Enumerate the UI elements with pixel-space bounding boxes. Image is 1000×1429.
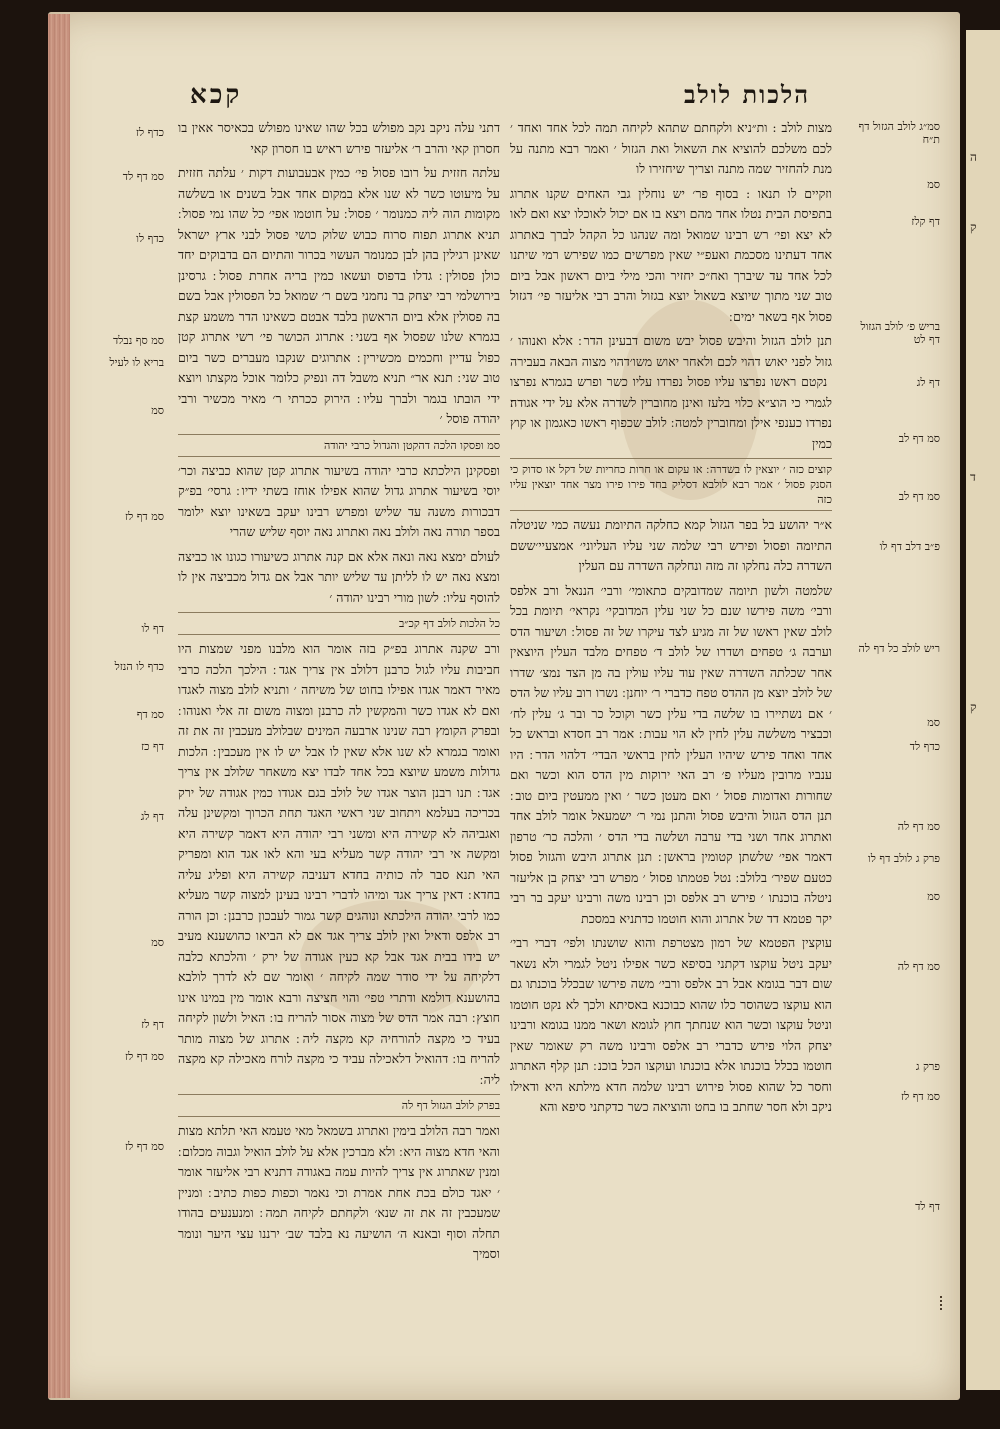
left-margin-note: סמ דף לז (125, 1140, 164, 1153)
right-margin-note: סמ דף לב (898, 432, 940, 445)
left-margin-note: סמ דף לז (125, 1050, 164, 1063)
left-margin-note: דף לז (141, 1018, 164, 1031)
inner-note: סמ ופסקו הלכה דהקטן והגדול כרבי יהודה (178, 434, 500, 457)
right-margin-note: בריש פ׳ לולב הגזול דף לט (860, 320, 940, 346)
right-margin-note: כדף לד (909, 740, 940, 753)
paragraph: א״ר יהושע בל בפר הגזול קמא כחלקה התיומת נעשה כמי שניטלה התיומה ופסול ופירש רבי שלמה שני עליו העליוני׳ אמצעיי׳ששם השדרה כלה נחלקו זה מזה ונחלקה השדרה עם העלין (510, 517, 832, 573)
right-margin-note: סמ״ג לולב הגזול דף ת״ח (858, 120, 940, 146)
right-text-column (510, 118, 832, 1386)
left-margin-note: כדף לו (136, 232, 164, 245)
left-margin-note: כדף לו הנזל (114, 660, 164, 673)
left-margin-note: כדף לז (135, 126, 164, 139)
right-margin-note: דף קלז (911, 215, 940, 228)
paragraph: ואמר רבה הלולב בימין ואתרוג בשמאל מאי טעמא האי תלתא מצות והאי חדא מצוה היא ׃ ולא מברכין אלא על לולב הואיל וגבוה מכלום ׃ ומנין שאתרוג אין צריך להיות עמה באגודה דתניא רבי אליעזר אומר ׳ יאגד כולם בכת אחת אמרת וכי נאמר וכפות כפות כתיב ׃ ומניין שמעכבין זה את זה שנא׳ ולקחתם לקיחה תמה ׃ ומנענעים בהודו תחלה וסוף ובאנא ה׳ הושיעה נא בלבד שב׳ ירננו עצי היער ונומר וסמיך (178, 1123, 500, 1261)
paragraph: וזקיים לו תנאו : בסוף פר׳ יש נוחלין גבי האחים שקנו אתרוג בתפיסת הבית נטלו אחד מהם ויצא בו אם יכול לאוכלו יצא ואם לאו לא יצא ופי׳ רש רבינו שמואל ומה שנהגו כל הקהל לברך באתרוג אחד דעתינו מסכמת ואעפ״י שאין מפרשים כמו שפירש רמי שיתנו לכל אחד עד שיברך ואח״כ יחזיר והכי מילי ביום ראשון אבל ביום טוב שני מתוך שיוצא בשאול יוצא בגזול והרב רבי אליעזר פי׳ דגזול פסול אף בשאר ימים ׃ (510, 185, 832, 324)
right-margin-note: סמ (927, 890, 940, 903)
left-margin-note: דף לג (140, 810, 164, 823)
binding-marks (940, 1296, 946, 1310)
paragraph: דתני עלה ניקב נקב מפולש בכל שהו שאינו מפולש בכאיסר אאין בו חסרון קאי והרב ר׳ אליעזר פירש ראיש בו חסרון קאי (178, 120, 500, 156)
right-margin-note: פרק ג (915, 1060, 940, 1073)
paragraph: עלתה חזזית על רובו פסול פי׳ כמין אבעבועות דקות ׳ עלתה חזזית על מיעוטו כשר לא שנו אלא במקום אחד אבל בשנים או בשלשה מקומות הוה ליה כמנומר ׳ פסול ׃ על חוטמו אפי׳ כל שהו נמי פסול ׃ תניא אתרוג תפוח סרוח כבוש שלוק כושי פסול לבני ארץ ישראל שאינן רגילין בהן לבן כמנומר העשוי בכרור והתיום הם בדבוקים יחד כולן פסולין ׃ גדלו בדפוס ועשאו כמין בריה אחרת פסול ׃ גרסינן בירושלמי רבי יצחק בר נחמני בשם ר׳ שמואל כל הפסולין אבל בשם בה פסולין אלא ביום הראשון בלבד אבטם כשאינו הדר משמע קצת בגמרא שלנו שפסול אף בשני ׃ אתרוג הכושר פי׳ רשי אתרוג קטן כפול עדיין וחכמים מכשירין ׃ אתרוגים שנקבו מעברים כשר ביום טוב שני ׃ תנא אר״ תניא משבל דה ונפיק כלומר אוכל מקצתו ויוצא ידי הובתו בגמר ולברך עליו ׃ הירוק ככרתי ר׳ מאיר מכשיר ורבי יהודה פוסל ׳ (178, 165, 500, 426)
facing-page-fragment: ה (970, 150, 977, 164)
right-margin-note: פ״ב דלב דף לו (879, 540, 940, 553)
facing-page-fragment: ד (970, 470, 976, 484)
paragraph: שלמטה ולשון תיומה שמדובקים כתאומי׳ ורבי׳ הננאל ורב אלפס ורבי׳ משה פירשו שנם כל שני עלין המדובקי׳ נקראי׳ תיומת בכל לולב שאין ראשו של זה מגיע לצד עיקרו של זה פסול ׃ ושיעור הדס וערבה ג׳ טפחים ושדרו של לולב ד׳ טפחים מלבד העלין היוצאין אחר שכלתה השדרה שאין עוד עליו עולין בה מן הצד נמצ׳ שדרו של לולב יוצא מן ההדס טפח כדברי ר׳ יוחנן ׃ נשרו רוב עליו של הדס ׳ אם נשתיירו בו שלשה בדי עלין כשר וקוכל כר ובר ג׳ עלין לח׳ וכבציר משלשה עלין לחין לא הוי עבות ׃ אמר רב חסדא ובראש כל אחד ואחד פירש שיהיו העלין לחין בראשי הבדי׳ דלהוי הדר ׃ היו ענביו מרובין מעליו פ׳ רב האי ירוקות מין הדס הוא וכשר ואם שחורות ואדומות פסול ׳ ואם מעטן כשר ׳ ואין ממעטין ביום טוב ׃ תנן הדס הגזול והיבש פסול והתנן נמי ר׳ ישמעאל אומר לולב אחד ואתרוג אחד ושני בדי ערבה ושלשה בדי הדס ׳ והלכה כר׳ טרפון דאמר אפי׳ שלשתן קטומין בראשן ׃ תנן אתרוג היבש והגזול פסול כטעם שפיר׳ בלולב ׃ נטל פטמתו פסול ׳ מפרש רבי יצחק בן אליעזר ניטלה בוכנתו ׳ פירש רב אלפס וכן רבינו משה ורבינו יעקב בר רבי יקר פטמא דד של אתרוג והוא חוטמו כדתניא במסכת (510, 582, 832, 926)
left-margin-note: סמ (151, 936, 164, 949)
right-margin-note: סמ דף לב (898, 490, 940, 503)
right-margin-note: דף לד (915, 1200, 940, 1213)
paragraph: ורב שקנה אתרוג בפ״ק בזה אומר הוא מלבנו מפני שמצות היו חביבות עליו לגול כרבנן דלולב אין צריך אגד ׃ הילכך הלכה כרבי מאיר דאמר אגדו אפילו בחוט של משיחה ׳ ותניא לולב מצוה לאגדו ואם לא אגדו כשר והמקשין לה כרבנן ומצוה משום זה אלי ואנוהו ׃ ובפרק הקומץ רבה שנינו ארבעה המינים שבלולב מעכבין זה את זה ואומר בגמרא לא שנו אלא שאין לו אבל יש לו אין מעכבין ׃ הלכות גדולות משמע שיוצא בכל אחד לבדו יצא משאחר שלולב אין צריך אגד ׃ תנו רבנן הוצר אגדו של לולב בגם אגודו כמין אגודה של ירק בכריכה בעלמא ויתחוב שני ראשי האגד תחת הכרוך ומקשינן עלה ואגביהה לא קשירה היא ומשני רבי יהודה היא דאמר קשירה היא ומקשה אי רבי יהודה קשר מעליא בעי והא לאו אגד הוא ומפריק האי תנא סבר לה כותיה בחדא דעניבה קשירה היא ופליג עליה בחדא ׃ דאין צריך אגד ומיהו לדברי רבינו בעינן למצוה קשר מעליא כמו לרבי יהודה הילכתא ונוהגים קשר גמור לעבכון כרבנן ׃ וכן הורה רב אלפס ודאיל ואין לולב צריך אגד אם לא הביאו כהושענא מעיב יש בידו בבית אגד אבל קא כעין אגודה של ירק ׳ והלכתא כלבה דלקיחה על ידי סודר שמה לקיחה ׳ ואומר שם לא לדרך לולבא בהושענא דולמא ודתרי טפי׳ והוי חציצה ורבא אומר מין במינו אינו חוצץ ׃ רבה אמר הדס של מצוה אסור להריח בו ׃ האיל ולשון לקיחה בעיד כי מקצה להורחיה קא מקצה ליה ׃ אתרוג של מצוה מותר להריח בו ׃ דהואיל דלאכילה עביד כי מקצה לורח מאכילה קא מקצה ליה ׃ (178, 641, 500, 1087)
inner-note: בפרק לולב הגזול דף לה (178, 1094, 500, 1117)
page-edge (48, 14, 70, 1398)
paragraph: מצות לולב : ות״ניא ולקחתם שתהא לקיחה תמה לכל אחד ואחד ׳ לכם משלכם להוציא את השאול ואת הגזול ׳ ואמר רבא מתנה על מנת להחזיר שמה מתנה וצריך שיחזירו לו (510, 120, 832, 176)
right-margin-note: סמ דף לה (897, 820, 940, 833)
left-margin-note: סמ דף לז (125, 510, 164, 523)
right-margin-note: ריש לולב כל דף לה (858, 642, 940, 655)
right-margin-note: סמ דף לה (897, 960, 940, 973)
right-margin-note: סמ (927, 178, 940, 191)
right-margin-note: סמ דף לז (901, 1090, 940, 1103)
inner-note: כל הלכות לולב דף קכ״ב (178, 612, 500, 635)
right-margin-note: דף לג (916, 376, 940, 389)
paragraph: עוקצין הפטמא של רמון מצטרפת והוא שושנתו ולפי׳ דברי רבי׳ יעקב ניטל עוקצו דקתני בסיפא כשר אפילו ניטל לגמרי ולא נשאר שום דבר בגומא אבל רב אלפס ורבי׳ משה פירשו שבכלל בוכנתו גם הוא עוקצו כשהוסר כלו שהוא כבוכנא באסיתא ולכך לא נקט חוטמו וניטל עוקצו וכשר הוא שנחתך חוץ לגומא ושאר ממנו בגומא ורבינו יצחק הלוי פירש כדברי רב אלפס ורבינו משה רק שאומר שאין חוטמו בכלל בוכנתו אלא בוכנתו ועוקצו הכל בוכנ ׃ תנן קלף האתרוג וחסר כל שהוא פסול פירוש רבינו שלמה חדא מילתא היא ודאילו ניקב ולא חסר שחתב בו בחט והוציאה כשר כדקתני סיפא והא (510, 935, 832, 1114)
left-margin-note: סמ דף (136, 708, 164, 721)
paragraph: תנן לולב הגזול והיבש פסול יבש משום דבעינן הדר ׃ אלא ואנוהו ׳ גזול לפני יאוש דהוי לכם ולאחר יאוש משו׳דהוי מצוה הבאה בעבירה ׃ נקטם ראשו נפרצו עליו פסול נפרדו עליו כשר ופרש בגמרא נפרצו לגמרי כי הוצ״א כלוי בלעז ואינן מחוברין לשדרה אלא על ידי אגודה׃ נפרדו כענפי אילן ומחוברין למטה ׃ לולב שכפוף ראשו כאגמון או קוץ כמין (510, 333, 832, 451)
right-margin-note: פרק ג לולב דף לו (867, 852, 940, 865)
right-margin-note: סמ (927, 716, 940, 729)
left-margin-note: סמ (151, 404, 164, 417)
left-margin-note: דף לו (141, 622, 164, 635)
facing-page-fragment: ק (970, 220, 977, 234)
left-margin-note: סמ סף נבלד (112, 334, 164, 347)
paragraph: ופסקינן הילכתא כרבי יהודה בשיעור אתרוג קטן שהוא כביצה וכר׳ יוסי בשיעור אתרוג גדול שהוא אפילו אוחז בשתי ידיו ׃ גרסי׳ בפ״ק דבכורות משנה עד שליש ומפרש רבינו יעקב בשאינו יוצא ילומר בספר תורה נאה ולולב נאה ואתרוג נאה יוסף שליש שהרי (178, 462, 500, 539)
left-margin-note: סמ דף לד (122, 170, 164, 183)
paragraph: לעולם ימצא נאה ונאה אלא אם קנה אתרוג כשיעורו כגונו או כביצה ומצא נאה יש לו לליתן עד שליש יותר אבל אם גדול מכביצה אין לו להוסף עליו ׃ לשון מורי רבינו יהודה ׳ (178, 548, 500, 605)
indented-paragraph: קוצים כזה ׳ יוצאין לו בשדרה ׃ או עקום או חרות כחריות של דקל או סדוק כי הסנק פסול ׳ אמר רבא לולבא דסליק בחד פירו פירו מצר אחד יוצאין עליו כזה (510, 458, 832, 511)
page-header (190, 80, 890, 120)
facing-page-fragment: ק (970, 700, 977, 714)
left-margin-note: בריא לו לעיל (109, 356, 164, 369)
running-title: הלכות לולב (683, 80, 810, 109)
left-text-column (178, 118, 500, 1386)
left-margin-note: דף כז (141, 740, 164, 753)
folio-number: קכא (190, 80, 243, 110)
facing-page-edge (966, 30, 1000, 1390)
